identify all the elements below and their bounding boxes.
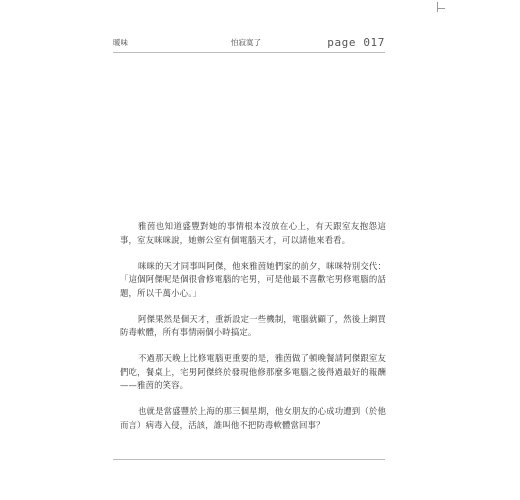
footer-rule — [113, 459, 385, 460]
book-title: 暖味 — [113, 38, 128, 47]
paragraph: 也就是當盛豐於上海的那三個星期，他女朋友的心成功遭到（於他而言）病毒入侵，活該，誰叫他不把防毒軟體當回事？ — [120, 406, 386, 430]
header-rule — [113, 52, 385, 53]
page-number: page 017 — [327, 36, 385, 49]
paragraph: 阿傑果然是個天才，重新設定一些機制，電腦就顧了，然後上網買防毒軟體，所有事情兩個小時搞定。 — [120, 313, 386, 337]
crop-mark — [437, 8, 445, 9]
running-head — [113, 36, 385, 50]
paragraph: 雅茵也知道盛豐對她的事情根本沒放在心上，有天跟室友抱怨這事，室友咪咪說，她辦公室有個電腦天才，可以請他來看看。 — [120, 221, 386, 245]
crop-mark — [437, 2, 438, 12]
paragraph: 不過那天晚上比修電腦更重要的是，雅茵做了頓晚餐請阿傑跟室友們吃，餐桌上，宅男阿傑終於發現他修那麼多電腦之後得過最好的報酬——雅茵的笑容。 — [120, 353, 386, 390]
chapter-title: 怕寂寞了 — [231, 38, 261, 47]
paragraph: 咪咪的天才同事叫阿傑，他來雅茵她們家的前夕，咪咪特別交代：「這個阿傑呢是個很會修電腦的宅男，可是他最不喜歡宅男修電腦的話題，所以千萬小心。」 — [120, 260, 386, 298]
body-text — [120, 220, 386, 445]
